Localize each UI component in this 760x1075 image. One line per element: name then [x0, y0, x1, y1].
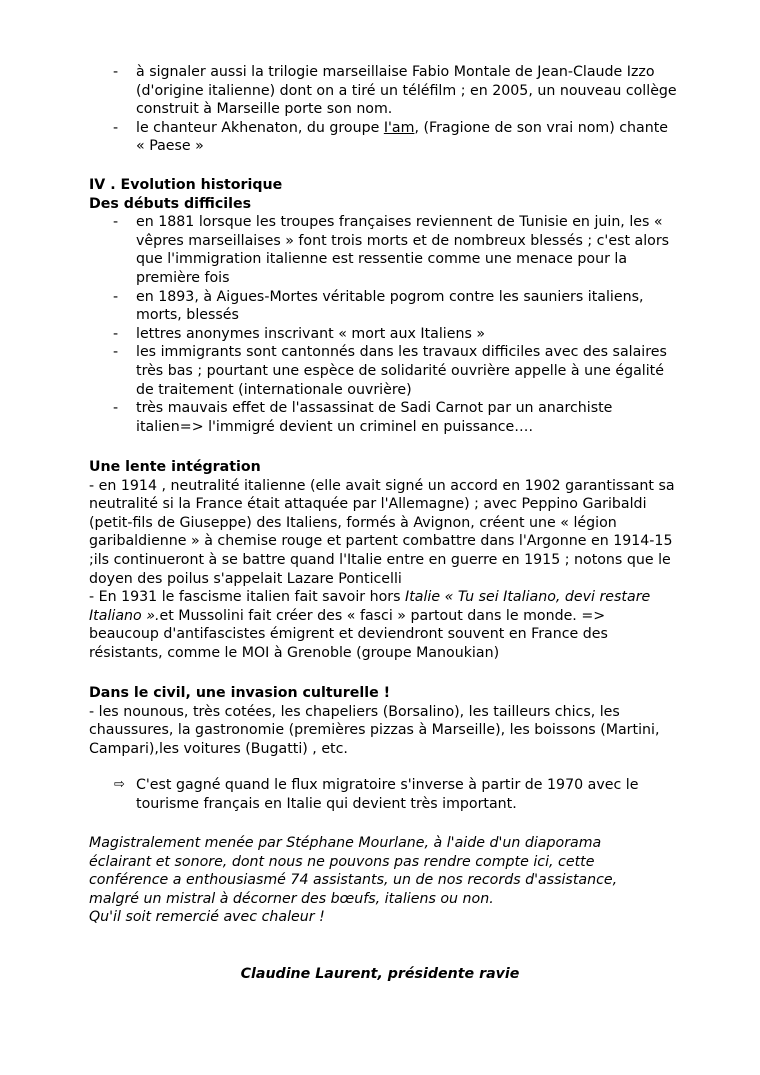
- section-title: IV . Evolution historique: [89, 177, 283, 193]
- signature: Claudine Laurent, présidente ravie: [240, 966, 520, 982]
- italic-quote: Italie « Tu sei Italiano, devi restare Italiano ».: [89, 589, 651, 624]
- difficulties-list: [89, 213, 679, 436]
- paragraph-text: et Mussolini fait créer des « fasci » partout dans le monde. => beaucoup d'antifascistes émigrent et deviendront souvent en France des résistants, comme le MOI à Grenoble (groupe Manoukian): [89, 607, 608, 661]
- group-link[interactable]: I'am: [383, 119, 415, 136]
- section-evolution: [89, 176, 679, 436]
- list-item-text: à signaler aussi la trilogie marseillaise Fabio Montale de Jean-Claude Izzo (d'origine italienne) dont on a tiré un téléfilm ; en 2005, un nouveau collège construit à Marseille porte son nom.: [136, 64, 677, 118]
- list-item-text: en 1893, à Aigues-Mortes véritable pogrom contre les sauniers italiens, morts, blessés: [136, 288, 644, 324]
- list-item: [89, 63, 679, 119]
- paragraph: - en 1914 , neutralité italienne (elle avait signé un accord en 1902 garantissant sa neutralité si la France était attaquée par l'Allemagne) ; avec Peppino Garibaldi (petit-fils de Giuseppe) des Italiens, formés à Avignon, créent une « légion garibaldienne » à chemise rouge et partent combattre dans l'Argonne en 1914-15 ;ils continueront à se battre quand l'Italie entre en guerre en 1915 ; notons que le doyen des poilus s'appelait Lazare Ponticelli: [89, 477, 675, 587]
- list-item-text: les immigrants sont cantonnés dans les travaux difficiles avec des salaires très bas ; pourtant une espèce de solidarité ouvrière appelle à une égalité de traitement (internationale ouvrière): [136, 344, 667, 398]
- closing-line: éclairant et sonore, dont nous ne pouvons pas rendre compte ici, cette: [89, 853, 595, 870]
- paragraph: - les nounous, très cotées, les chapeliers (Borsalino), les tailleurs chics, les chaussures, la gastronomie (premières pizzas à Marseille), les boissons (Martini, Campari),les voitures (Bugatti) , etc.: [89, 703, 660, 757]
- list-marker: -: [113, 119, 119, 136]
- list-item-text: lettres anonymes inscrivant « mort aux Italiens »: [136, 325, 486, 342]
- subsection-title: Dans le civil, une invasion culturelle !: [89, 685, 391, 701]
- list-item: [89, 399, 679, 436]
- top-bullet-list: [89, 63, 679, 156]
- list-item-text: très mauvais effet de l'assassinat de Sadi Carnot par un anarchiste italien=> l'immigré devient un criminel en puissance….: [136, 400, 613, 435]
- paragraph: [89, 588, 679, 662]
- list-item-text: le chanteur Akhenaton, du groupe: [136, 119, 384, 136]
- closing-line: Magistralement menée par Stéphane Mourlane, à l'aide d'un diaporama: [89, 835, 602, 851]
- list-item: [89, 288, 679, 325]
- list-item: [89, 343, 679, 399]
- closing-paragraph: [89, 834, 709, 927]
- list-item: [89, 213, 679, 287]
- list-item-text: en 1881 lorsque les troupes françaises reviennent de Tunisie en juin, les « vêpres marseillaises » font trois morts et de nombreux blessés ; c'est alors que l'immigration italienne est ressentie comme une menace pour la première fois: [136, 214, 670, 286]
- list-marker: -: [113, 325, 119, 342]
- closing-line: conférence a enthousiasmé 74 assistants, un de nos records d'assistance,: [89, 872, 618, 889]
- list-item: [89, 119, 679, 156]
- closing-line: malgré un mistral à décorner des bœufs, italiens ou non.: [89, 890, 494, 907]
- closing-line: Qu'il soit remercié avec chaleur !: [89, 909, 325, 926]
- list-marker: -: [113, 400, 119, 417]
- list-marker: -: [113, 214, 119, 231]
- section-civil: [89, 684, 679, 814]
- list-item-text: C'est gagné quand le flux migratoire s'inverse à partir de 1970 avec le tourisme français en Italie qui devient très important.: [136, 777, 639, 812]
- subsection-title: Des débuts difficiles: [89, 195, 252, 212]
- list-item-text: , (Fragione de son vrai nom) chante « Paese »: [136, 119, 669, 155]
- list-marker: -: [113, 344, 119, 361]
- list-item: [89, 325, 679, 344]
- list-marker: -: [113, 288, 119, 305]
- list-marker: -: [113, 64, 119, 80]
- arrow-right-icon: ⇨: [114, 777, 125, 793]
- section-integration: [89, 458, 679, 663]
- paragraph-text: - En 1931 le fascisme italien fait savoir hors: [89, 589, 406, 606]
- arrow-list-item: [89, 776, 679, 813]
- subsection-title: Une lente intégration: [89, 459, 261, 475]
